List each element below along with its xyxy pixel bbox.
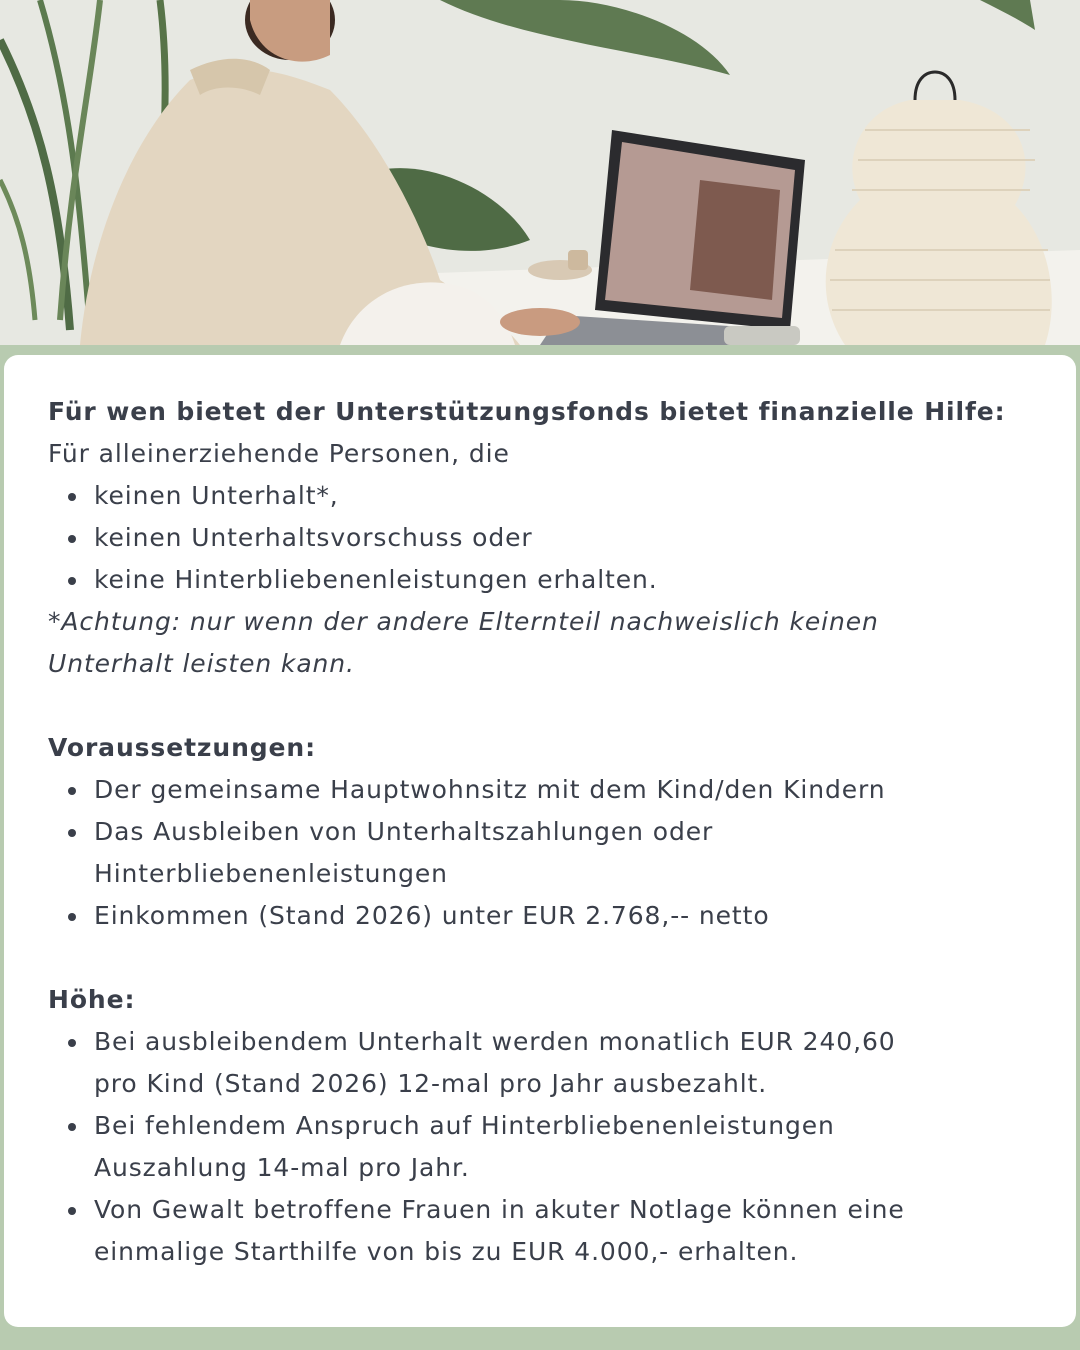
bullet-icon bbox=[68, 493, 76, 501]
requirements-list bbox=[48, 769, 1036, 937]
bullet-icon bbox=[68, 1207, 76, 1215]
bullet-icon bbox=[68, 829, 76, 837]
list-item: Das Ausbleiben von Unterhaltszahlungen oder Hinterbliebenenleistungen bbox=[48, 811, 1036, 895]
list-item: keinen Unterhalt*, bbox=[48, 475, 1036, 517]
info-card bbox=[4, 355, 1076, 1327]
list-item: Bei fehlendem Anspruch auf Hinterbliebenenleistungen Auszahlung 14-mal pro Jahr. bbox=[48, 1105, 1036, 1189]
bullet-icon bbox=[68, 1039, 76, 1047]
list-item: Bei ausbleibendem Unterhalt werden monatlich EUR 240,60 pro Kind (Stand 2026) 12-mal pro Jahr ausbezahlt. bbox=[48, 1021, 1036, 1105]
requirements-heading: Voraussetzungen: bbox=[48, 733, 317, 762]
photo-woman-at-laptop-icon bbox=[0, 0, 1080, 345]
bullet-icon bbox=[68, 577, 76, 585]
bullet-icon bbox=[68, 1123, 76, 1131]
note-line-2: Unterhalt leisten kann. bbox=[48, 649, 355, 678]
eligibility-list bbox=[48, 475, 1036, 601]
note-line-1: *Achtung: nur wenn der andere Elternteil nachweislich keinen bbox=[48, 607, 879, 636]
bullet-icon bbox=[68, 787, 76, 795]
list-item: keine Hinterbliebenenleistungen erhalten. bbox=[48, 559, 1036, 601]
hero-photo bbox=[0, 0, 1080, 345]
list-item: keinen Unterhaltsvorschuss oder bbox=[48, 517, 1036, 559]
amount-heading: Höhe: bbox=[48, 985, 136, 1014]
eligibility-heading: Für wen bietet der Unterstützungsfonds bietet finanzielle Hilfe: bbox=[48, 397, 1006, 426]
list-item: Der gemeinsame Hauptwohnsitz mit dem Kind/den Kindern bbox=[48, 769, 1036, 811]
bullet-icon bbox=[68, 913, 76, 921]
list-item: Einkommen (Stand 2026) unter EUR 2.768,-- netto bbox=[48, 895, 1036, 937]
bullet-icon bbox=[68, 535, 76, 543]
amount-list bbox=[48, 1021, 1036, 1273]
list-item: Von Gewalt betroffene Frauen in akuter Notlage können eine einmalige Starthilfe von bis zu EUR 4.000,- erhalten. bbox=[48, 1189, 1036, 1273]
eligibility-intro: Für alleinerziehende Personen, die bbox=[48, 439, 510, 468]
